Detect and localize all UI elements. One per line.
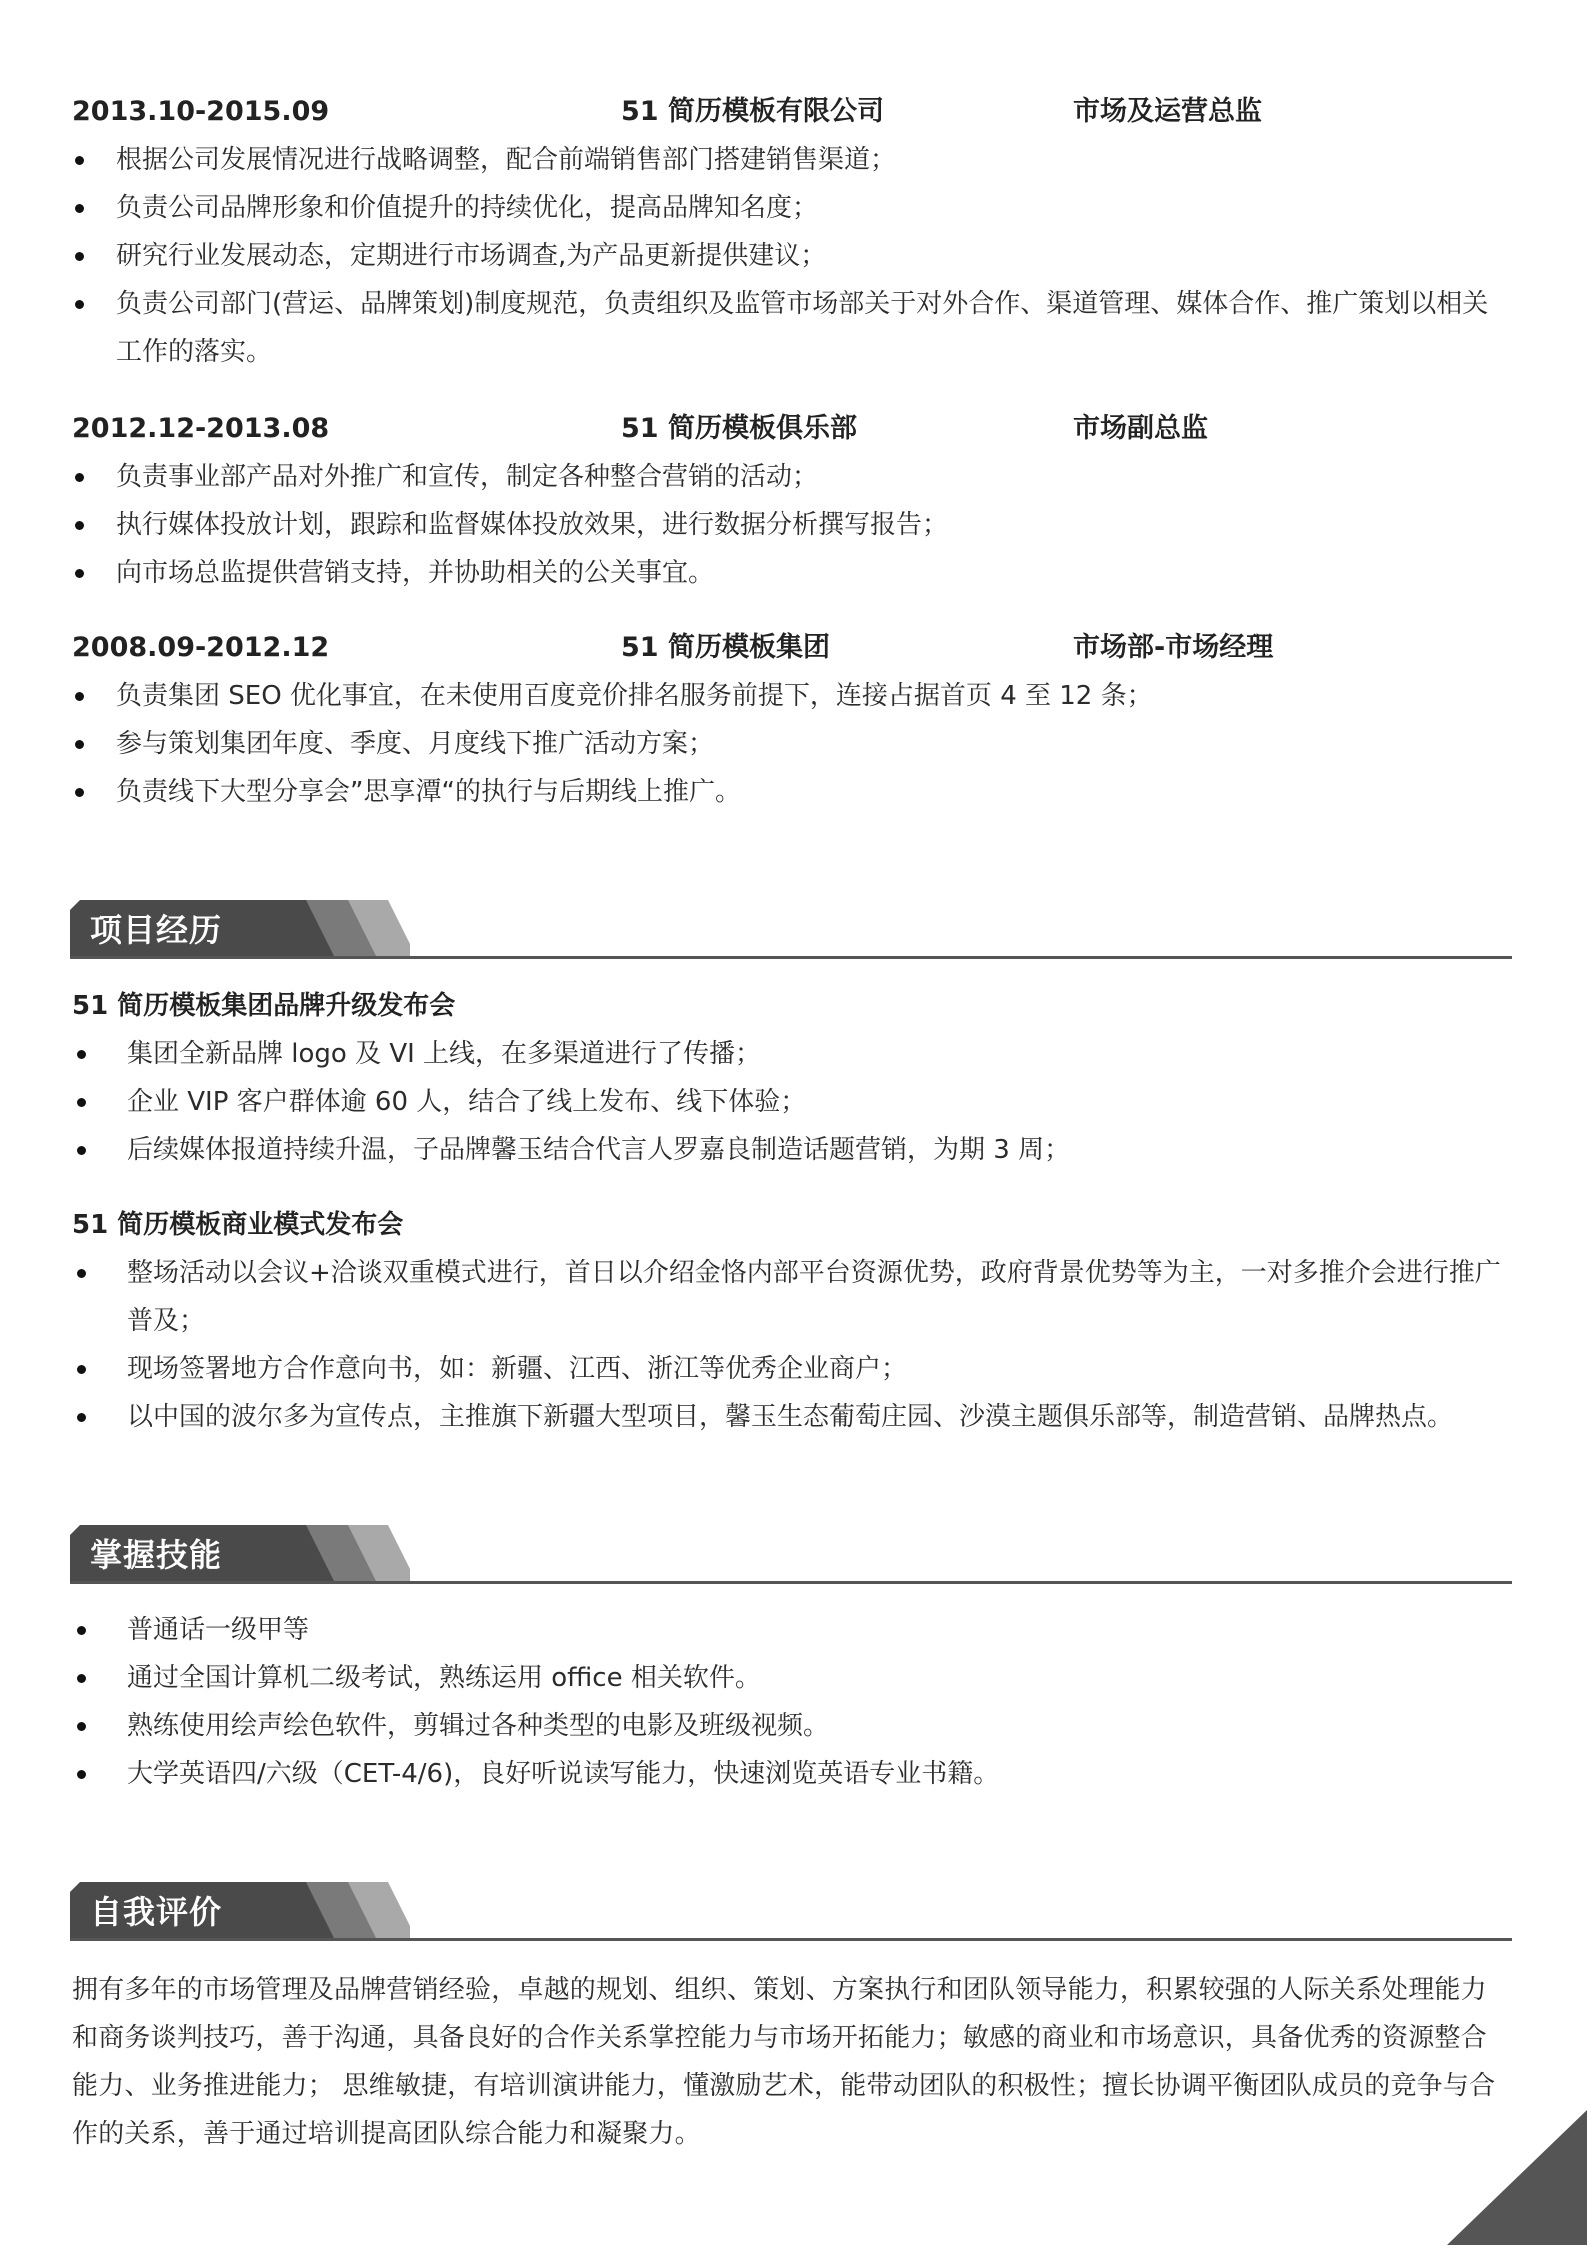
experience-header — [72, 88, 1512, 136]
experience-company: 51 简历模板集团 — [621, 632, 830, 663]
section-title: 自我评价 — [90, 1893, 223, 1931]
experience-bullet: 负责集团 SEO 优化事宜，在未使用百度竞价排名服务前提下，连接占据首页 4 至 12 条； — [72, 672, 1512, 720]
project-entry — [72, 982, 1512, 1174]
experience-company: 51 简历模板有限公司 — [621, 96, 884, 127]
project-bullets — [72, 1030, 1512, 1174]
section-header-projects — [70, 900, 1512, 960]
skill-bullet: 大学英语四/六级（CET-4/6)，良好听说读写能力，快速浏览英语专业书籍。 — [72, 1750, 1512, 1798]
experience-role: 市场副总监 — [1073, 413, 1208, 444]
project-title: 51 简历模板集团品牌升级发布会 — [72, 991, 456, 1021]
section-rule — [70, 1581, 1512, 1584]
project-bullet: 整场活动以会议+洽谈双重模式进行，首日以介绍金恪内部平台资源优势，政府背景优势等为主，一对多推介会进行推广普及； — [72, 1249, 1512, 1345]
skill-bullet: 熟练使用绘声绘色软件，剪辑过各种类型的电影及班级视频。 — [72, 1702, 1512, 1750]
skills-list — [72, 1606, 1512, 1798]
section-rule — [70, 956, 1512, 959]
experience-bullet: 负责公司部门(营运、品牌策划)制度规范，负责组织及监管市场部关于对外合作、渠道管理、媒体合作、推广策划以相关工作的落实。 — [72, 280, 1512, 376]
skills-bullets — [72, 1606, 1512, 1798]
project-bullet: 集团全新品牌 logo 及 VI 上线，在多渠道进行了传播； — [72, 1030, 1512, 1078]
section-rule — [70, 1938, 1512, 1941]
experience-bullets — [72, 453, 1512, 597]
section-header-self-evaluation — [70, 1882, 1512, 1942]
project-bullet: 现场签署地方合作意向书，如：新疆、江西、浙江等优秀企业商户； — [72, 1345, 1512, 1393]
project-entry — [72, 1201, 1512, 1441]
experience-date: 2013.10-2015.09 — [72, 96, 330, 127]
experience-bullet: 向市场总监提供营销支持，并协助相关的公关事宜。 — [72, 549, 1512, 597]
experience-bullet: 负责事业部产品对外推广和宣传，制定各种整合营销的活动； — [72, 453, 1512, 501]
skill-bullet: 普通话一级甲等 — [72, 1606, 1512, 1654]
skill-bullet: 通过全国计算机二级考试，熟练运用 office 相关软件。 — [72, 1654, 1512, 1702]
project-title: 51 简历模板商业模式发布会 — [72, 1210, 404, 1240]
section-title: 掌握技能 — [90, 1536, 223, 1574]
experience-header — [72, 405, 1512, 453]
experience-role: 市场部-市场经理 — [1073, 632, 1274, 663]
self-evaluation-body — [72, 1966, 1512, 2158]
section-header-skills — [70, 1525, 1512, 1585]
experience-bullet: 负责公司品牌形象和价值提升的持续优化，提高品牌知名度； — [72, 184, 1512, 232]
experience-header — [72, 624, 1512, 672]
experience-date: 2012.12-2013.08 — [72, 413, 330, 444]
project-bullet: 企业 VIP 客户群体逾 60 人，结合了线上发布、线下体验； — [72, 1078, 1512, 1126]
self-evaluation-text: 拥有多年的市场管理及品牌营销经验，卓越的规划、组织、策划、方案执行和团队领导能力，积累较强的人际关系处理能力和商务谈判技巧，善于沟通，具备良好的合作关系掌控能力与市场开拓能力；敏感的商业和市场意识，具备优秀的资源整合能力、业务推进能力； 思维敏捷，有培训演讲能力，懂激励艺术，能带动团队的积极性；擅长协调平衡团队成员的竞争与合作的关系，善于通过培训提高团队综合能力和凝聚力。 — [72, 1975, 1496, 2149]
experience-company: 51 简历模板俱乐部 — [621, 413, 857, 444]
experience-bullet: 根据公司发展情况进行战略调整，配合前端销售部门搭建销售渠道； — [72, 136, 1512, 184]
experience-bullet: 研究行业发展动态，定期进行市场调查,为产品更新提供建议； — [72, 232, 1512, 280]
experience-bullet: 参与策划集团年度、季度、月度线下推广活动方案； — [72, 720, 1512, 768]
experience-entry — [72, 88, 1512, 376]
project-bullet: 后续媒体报道持续升温，子品牌馨玉结合代言人罗嘉良制造话题营销，为期 3 周； — [72, 1126, 1512, 1174]
corner-triangle-decoration — [1447, 2110, 1587, 2245]
project-bullets — [72, 1249, 1512, 1441]
experience-bullet: 执行媒体投放计划，跟踪和监督媒体投放效果，进行数据分析撰写报告； — [72, 501, 1512, 549]
experience-bullets — [72, 136, 1512, 376]
section-title: 项目经历 — [90, 911, 223, 949]
experience-bullet: 负责线下大型分享会”思享潭“的执行与后期线上推广。 — [72, 768, 1512, 816]
experience-bullets — [72, 672, 1512, 816]
experience-entry — [72, 624, 1512, 816]
project-bullet: 以中国的波尔多为宣传点，主推旗下新疆大型项目，馨玉生态葡萄庄园、沙漠主题俱乐部等，制造营销、品牌热点。 — [72, 1393, 1512, 1441]
experience-entry — [72, 405, 1512, 597]
experience-role: 市场及运营总监 — [1073, 96, 1262, 127]
experience-date: 2008.09-2012.12 — [72, 632, 330, 663]
